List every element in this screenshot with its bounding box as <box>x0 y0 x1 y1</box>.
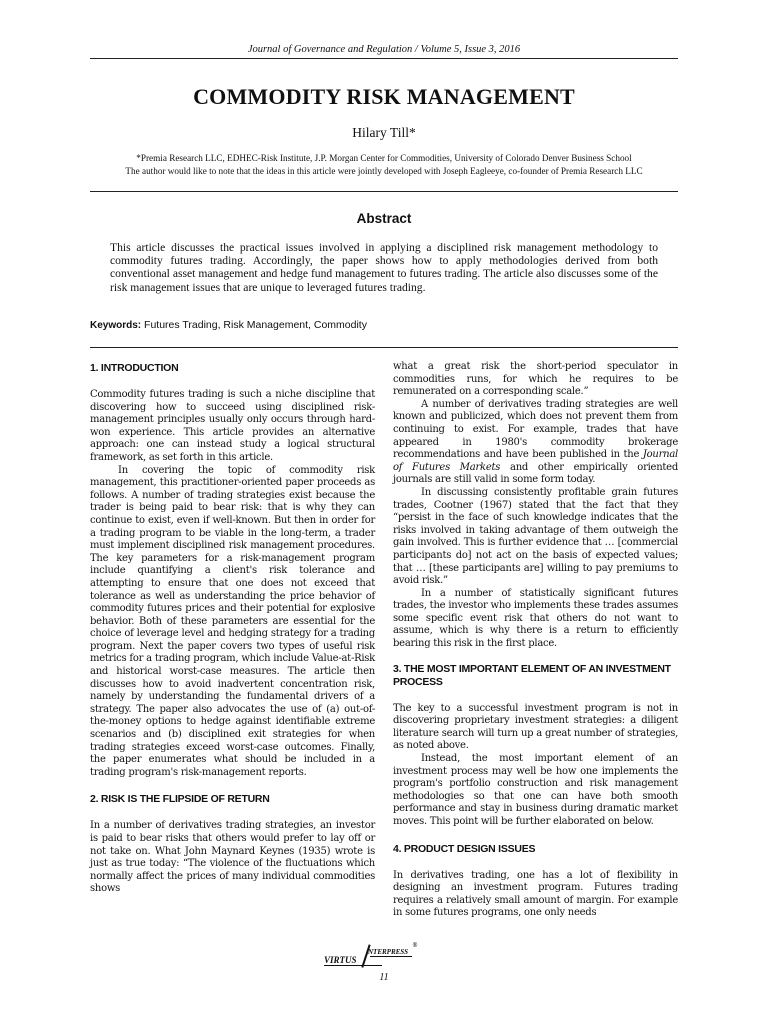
keywords <box>90 319 678 331</box>
section-heading-investment-process: 3. THE MOST IMPORTANT ELEMENT OF AN INVESTMENT PROCESS <box>393 662 671 688</box>
logo-underline <box>324 965 382 966</box>
section-heading-introduction: 1. INTRODUCTION <box>90 362 179 374</box>
abstract-top-rule <box>90 191 678 192</box>
body-top-rule <box>90 347 678 348</box>
paragraph: The key to a successful investment program is not in discovering proprietary investment strategies: a diligent literature search will turn up a great number of strategies, as noted above. <box>393 702 678 752</box>
section-heading-product-design: 4. PRODUCT DESIGN ISSUES <box>393 842 536 855</box>
affiliation-line-2: The author would like to note that the ideas in this article were jointly developed with Joseph Eagleeye, co-founder of Premia Research LLC <box>125 166 643 176</box>
logo-underline-2 <box>370 956 412 957</box>
paragraph: Commodity futures trading is such a niche discipline that discovering how to succeed using disciplined risk-management principles usually only occurs through hard-won experience. This article provides an alternative approach: one can instead study a logical structural framework, as set forth in this article. <box>90 389 375 463</box>
paragraph: In covering the topic of commodity risk management, this practitioner-oriented paper proceeds as follows. A number of trading strategies exist because the trader is being paid to bear risk: that is why they can continue to exist, even if well-known. But then in order for a trading program to be viable in the long-term, a trader must implement disciplined risk management procedures. The key parameters for a risk-management program include quantifying a client's risk tolerance and attempting to ensure that one does not exceed that tolerance as well as understanding the price behavior of commodity futures prices and their potential for explosive behavior. Both of these parameters are essential for the choice of leverage level and hedging strategy for a trading program. Next the paper covers two types of useful risk metrics for a trading program, which include Value-at-Risk and historical worst-case measures. The article then discusses how to avoid inadvertent concentration risk, namely by understanding the fundamental drivers of a strategy. The paper also advocates the use of (a) out-of-the-money options to hedge against identifiable extreme scenarios and (b) disciplined exit strategies for when trading strategies exceed worst-case outcomes. Finally, the paper enumerates what should be included in a trading program's risk-management reports. <box>90 464 375 778</box>
page-number: 11 <box>379 972 389 983</box>
paragraph: In a number of statistically significant futures trades, the investor who implements these trades assumes some specific event risk that others do not want to assume, which is why there is a return to efficiently bearing this risk in the first place. <box>393 587 678 650</box>
paragraph: In derivatives trading, one has a lot of flexibility in designing an investment program. Futures trading requires a relatively small amount of margin. For example in some futures programs, one only needs <box>393 869 678 919</box>
journal-citation: Journal of Futures Markets <box>393 449 678 473</box>
section-heading-risk: 2. RISK IS THE FLIPSIDE OF RETURN <box>90 793 270 806</box>
paragraph: what a great risk the short-period speculator in commodities runs, for which he requires to be remunerated on a corresponding scale.” <box>393 361 678 398</box>
affiliation-line-1: *Premia Research LLC, EDHEC-Risk Institute, J.P. Morgan Center for Commodities, University of Colorado Denver Business School <box>136 153 632 163</box>
abstract-heading: Abstract <box>356 211 412 226</box>
journal-header: Journal of Governance and Regulation / Volume 5, Issue 3, 2016 <box>247 44 521 55</box>
paragraph-text: and other empirically oriented journals are still valid in some form today. <box>393 461 679 486</box>
left-column <box>90 362 375 896</box>
logo-text-left: VIRTUS <box>324 955 357 965</box>
keywords-label: Keywords: <box>90 320 142 331</box>
paper-author: Hilary Till* <box>352 125 416 140</box>
paragraph: In a number of derivatives trading strategies, an investor is paid to bear risks that others would prefer to lay off or not take on. What John Maynard Keynes (1935) wrote is just as true today: “The violence of the fluctuations which normally affect the prices of many individual commodities shows <box>90 820 375 895</box>
paragraph: Instead, the most important element of an investment process may well be how one implements the program's portfolio construction and risk management methodologies so that one can have both smooth performance and stay in business during dramatic market moves. This point will be further elaborated on below. <box>393 753 678 827</box>
paper-title: COMMODITY RISK MANAGEMENT <box>193 84 575 109</box>
header-rule <box>90 58 678 59</box>
virtus-interpress-logo <box>320 942 430 972</box>
registered-mark: ® <box>412 942 418 949</box>
logo-text-right: NTERPRESS <box>368 948 409 956</box>
paragraph <box>393 399 678 487</box>
paragraph: In discussing consistently profitable grain futures trades, Cootner (1967) stated that the fact that they “persist in the face of such knowledge indicates that the risks involved in taking advantage of them outweigh the gain involved. This is further evidence that … [commercial participants do] not act on the basis of expected values; that … [these participants are] willing to pay premiums to avoid risk.” <box>393 486 678 587</box>
keywords-list: Futures Trading, Risk Management, Commodity <box>144 319 367 331</box>
abstract-text: This article discusses the practical issues involved in applying a disciplined risk management methodology to commodity futures trading. Accordingly, the paper shows how to apply methodologies derived from both conventional asset management and hedge fund management to futures trading. The article also discusses some of the risk management issues that are unique to leveraged futures trading. <box>110 241 658 294</box>
right-column <box>393 361 678 920</box>
paragraph-text: A number of derivatives trading strategies are well known and publicized, which does not prevent them from continuing to exist. For example, trades that have appeared in 1980's commodity brokerage recommendations and have been published in the <box>393 398 678 461</box>
